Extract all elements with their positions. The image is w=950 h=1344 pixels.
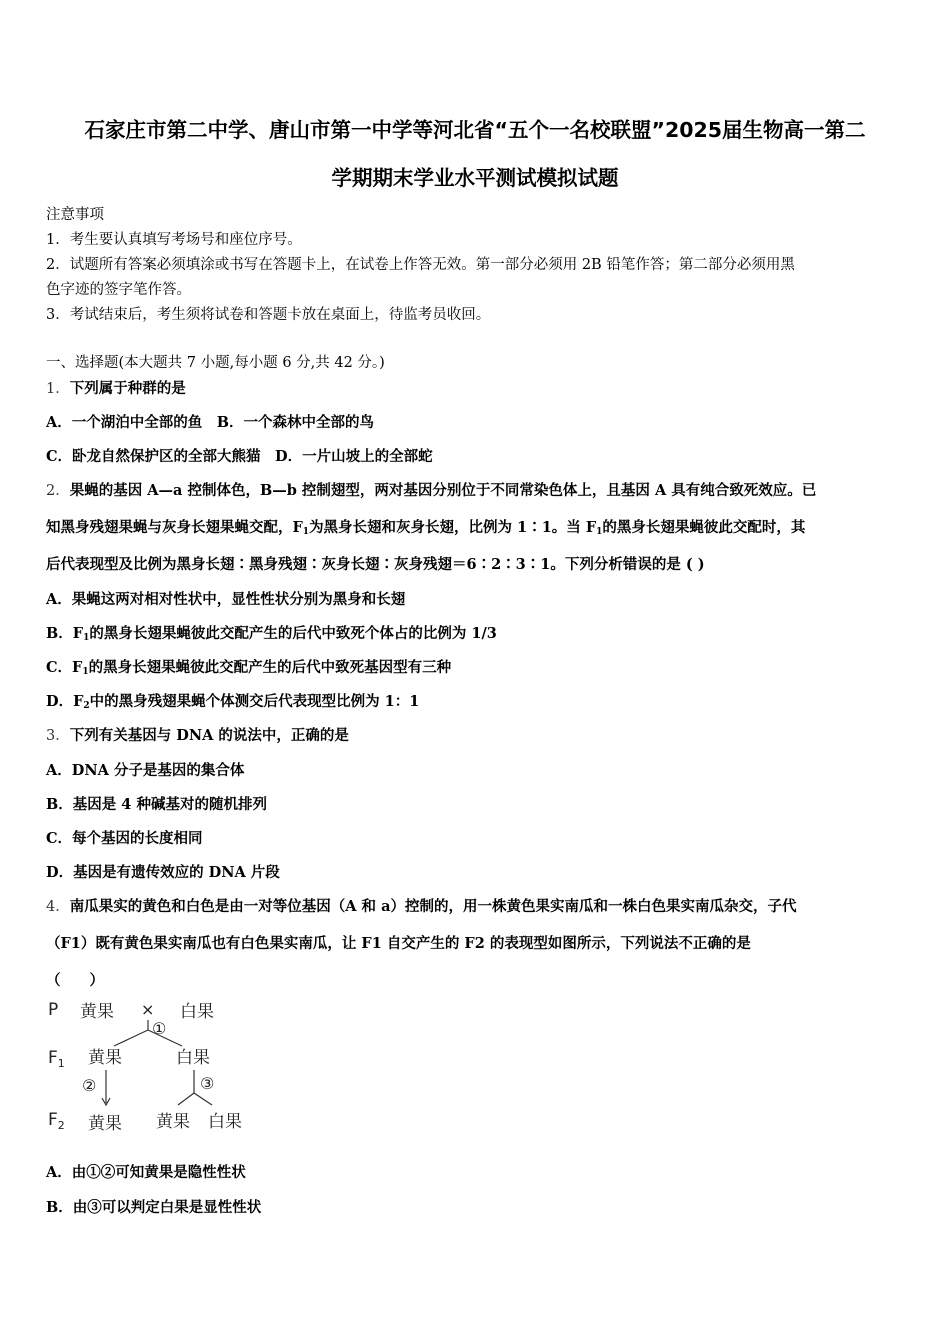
cross-symbol: ×	[141, 1000, 155, 1019]
f1-white-label: 白果	[176, 1048, 210, 1068]
question-text: 的黑身长翅果蝇彼此交配时，其	[602, 519, 806, 536]
step-2-marker: ②	[82, 1076, 97, 1095]
subscript: 1	[302, 527, 310, 537]
question-stem: 下列有关基因与 DNA 的说法中，正确的是	[69, 727, 349, 744]
option-text: 的黑身长翅果蝇彼此交配产生的后代中致死个体占的比例为 1/3	[89, 625, 497, 642]
title-line-1: 石家庄市第二中学、唐山市第一中学等河北省“五个一名校联盟”2025届生物高一第二	[84, 118, 866, 142]
p-yellow-label: 黄果	[80, 1002, 114, 1022]
generation-p-label: P	[48, 1000, 59, 1020]
title-line-2: 学期期末学业水平测试模拟试题	[331, 166, 619, 190]
q3-option-c: C．每个基因的长度相同	[46, 830, 203, 847]
f2-yellow-label-right: 黄果	[156, 1112, 190, 1132]
q4-option-b: B．由③可以判定白果是显性性状	[46, 1199, 262, 1216]
notice-item-3: 3．考试结束后，考生须将试卷和答题卡放在桌面上，待监考员收回。	[46, 307, 491, 323]
question-2-line-3: 后代表现型及比例为黑身长翅∶黑身残翅∶灰身长翅∶灰身残翅＝6∶2∶3∶1。下列分析错误的是 ( )	[46, 556, 705, 573]
question-text: 南瓜果实的黄色和白色是由一对等位基因（A 和 a）控制的，用一株黄色果实南瓜和一株白色果实南瓜杂交，子代	[69, 898, 797, 915]
arrow-to-f2-left	[178, 1093, 194, 1105]
generation-f2-label: $F_2$	[48, 1110, 65, 1132]
subscript: 2	[83, 701, 90, 711]
q3-option-b: B．基因是 4 种碱基对的随机排列	[46, 796, 267, 813]
subscript: 1	[596, 527, 603, 537]
question-number: 3．	[46, 728, 70, 744]
question-4-line-2: （F1）既有黄色果实南瓜也有白色果实南瓜，让 F1 自交产生的 F2 的表现型如图所示，下列说法不正确的是	[46, 935, 751, 952]
option-text: B．F	[46, 625, 84, 642]
question-stem: 下列属于种群的是	[69, 380, 186, 397]
q3-option-d: D．基因是有遗传效应的 DNA 片段	[46, 864, 280, 881]
question-number: 2．	[46, 483, 70, 499]
question-2-line-1	[46, 479, 816, 500]
notice-item-2: 2．试题所有答案必须填涂或书写在答题卡上，在试卷上作答无效。第一部分必须用 2B 铅笔作答；第二部分必须用黑	[46, 257, 795, 273]
option-text: D．F	[46, 693, 84, 710]
arrow-to-f2-right	[194, 1093, 212, 1105]
section-heading: 一、选择题(本大题共 7 小题,每小题 6 分,共 42 分。)	[46, 355, 385, 371]
arrow-to-f1-yellow	[114, 1030, 148, 1046]
question-text: 果蝇的基因 A—a 控制体色，B—b 控制翅型，两对基因分别位于不同常染色体上，且基因 A 具有纯合致死效应。已	[69, 482, 817, 499]
notice-item-1: 1．考生要认真填写考场号和座位序号。	[46, 232, 302, 248]
q2-option-d	[46, 690, 419, 711]
f2-yellow-label: 黄果	[88, 1114, 122, 1134]
q2-option-c	[46, 656, 451, 677]
question-3	[46, 724, 349, 745]
option-text: C．F	[46, 659, 83, 676]
q3-option-a: A．DNA 分子是基因的集合体	[46, 762, 245, 779]
q2-option-a: A．果蝇这两对相对性状中，显性性状分别为黑身和长翅	[46, 591, 406, 608]
question-number: 4．	[46, 899, 70, 915]
subscript: 1	[82, 667, 89, 677]
generation-f1-label: $F_1$	[48, 1048, 65, 1070]
q2-option-b	[46, 622, 497, 643]
notice-item-2-cont: 色字迹的签字笔作答。	[46, 282, 191, 298]
f2-white-label: 白果	[208, 1112, 242, 1132]
step-1-marker: ①	[152, 1019, 167, 1038]
question-number: 1．	[46, 381, 70, 397]
question-2-line-2	[46, 516, 805, 537]
genetic-cross-diagram	[40, 995, 270, 1145]
q1-options-ab: A．一个湖泊中全部的鱼 B．一个森林中全部的鸟	[46, 414, 375, 431]
question-1	[46, 377, 186, 398]
notice-heading: 注意事项	[46, 207, 104, 223]
question-text: 为黑身长翅和灰身长翅，比例为 1∶1。当 F	[309, 519, 597, 536]
step-3-marker: ③	[200, 1074, 215, 1093]
q4-option-a: A．由①②可知黄果是隐性性状	[46, 1164, 246, 1181]
option-text: 中的黑身残翅果蝇个体测交后代表现型比例为 1：1	[89, 693, 420, 710]
question-4-line-3: （ ）	[46, 972, 104, 989]
p-white-label: 白果	[180, 1002, 214, 1022]
option-text: 的黑身长翅果蝇彼此交配产生的后代中致死基因型有三种	[88, 659, 452, 676]
q1-options-cd: C．卧龙自然保护区的全部大熊猫 D．一片山坡上的全部蛇	[46, 448, 433, 465]
question-4-line-1	[46, 895, 796, 916]
question-text: 知黑身残翅果蝇与灰身长翅果蝇交配，F	[46, 519, 303, 536]
f1-yellow-label: 黄果	[88, 1048, 122, 1068]
subscript: 1	[83, 633, 90, 643]
